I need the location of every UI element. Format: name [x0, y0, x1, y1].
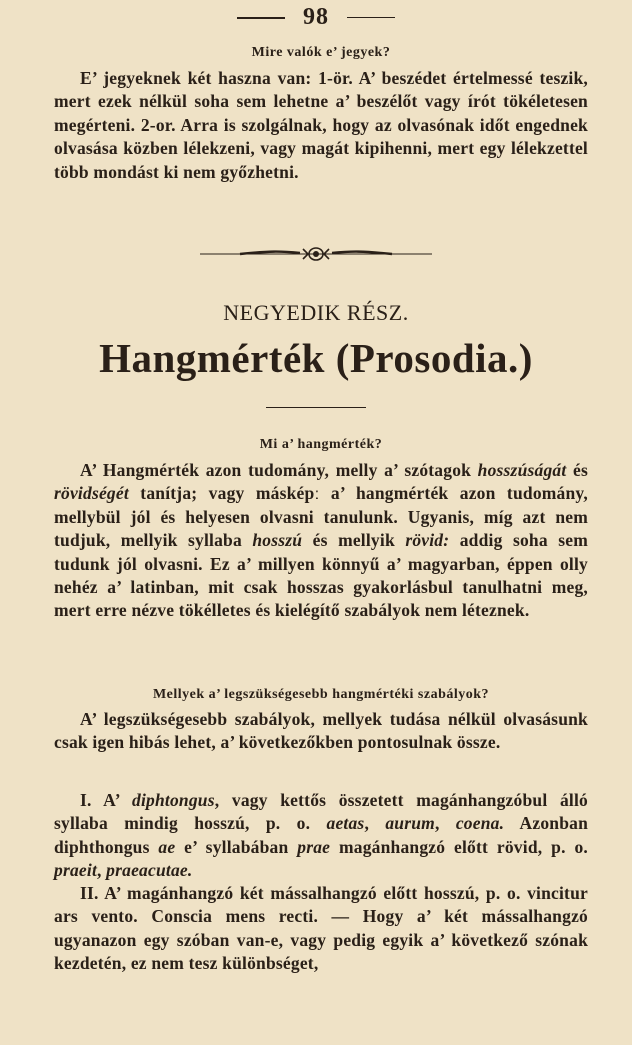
page-number: 98 [303, 4, 329, 30]
ornament-divider [200, 242, 432, 266]
italic-term: hosszú [252, 530, 303, 551]
text-run: , vagy kettős összetett magánhangzóbul álló syllaba mindig hosszú, p. o. [54, 790, 588, 834]
main-title: Hangmérték (Prosodia.) [99, 335, 533, 381]
header-rule-left [237, 17, 285, 19]
header-rule-right [347, 17, 395, 18]
text-run: I. A’ [80, 790, 133, 810]
text-run: , [97, 860, 107, 881]
rule-two-paragraph [54, 882, 588, 976]
text-run: e’ syllabában [175, 836, 298, 857]
text-run: , [434, 813, 456, 834]
rule-two [54, 882, 588, 976]
text-run: és [566, 460, 588, 480]
part-title: NEGYEDIK RÉSZ. [223, 300, 409, 325]
section2-paragraph [54, 459, 588, 623]
text-run: E’ jegyeknek két haszna van: 1-ör. A’ beszédet értelmessé teszik, mert ezek nélkül soha sem lehetne a’ beszélőt vagy írót tökéletesen megérteni. 2-or. Arra is szolgálnak, hogy az olvasónak időt engednek olvasása közben lélekzeni, vagy magát kipihenni, mert egy lélekzettel több mondást ki nem győzhetni. [54, 68, 588, 182]
section3-answer [54, 708, 588, 755]
text-run: A’ legszükségesebb szabályok, mellyek tudása nélkül olvasásunk csak igen hibás lehet, a’ következőkben pontosulnak össze. [54, 709, 588, 753]
text-run: addig soha sem tudunk jól olvasni. Ez a’ millyen könnyű a’ magyarban, éppen olly nehéz a’ latinban, mit csak hosszas gyakorlásbul tanulhatni meg, mert erre nézve tökélletes és kielégítő szabályok nem léteznek. [54, 530, 588, 621]
section3-paragraph [54, 708, 588, 755]
text-run: magánhangzó előtt rövid, p. o. [330, 836, 589, 857]
italic-term: hosszúságát [477, 460, 567, 480]
text-run: A’ Hangmérték azon tudomány, melly a’ szótagok [80, 460, 478, 480]
rule-one-paragraph [54, 789, 588, 883]
text-run: tanítja; vagy másképː a’ hangmérték azon tudomány, mellybül jól és helyesen olvasni tanulunk. Ugyanis, míg azt nem tudjuk, mellyik syllaba [54, 483, 588, 551]
text-run: II. A’ magánhangzó két mássalhangzó előtt hosszú, p. o. vincitur ars vento. Conscia mens recti. — Hogy a’ két mássalhangzó ugyanazon egy szóban van-e, vagy pedig egyik a’ következő szónak kezdetén, ez nem tesz különbséget, [54, 883, 588, 974]
italic-term: prae [297, 836, 331, 857]
italic-term: praeacutae. [106, 860, 193, 881]
italic-term: rövidségét [54, 483, 129, 504]
rule-one [54, 789, 588, 883]
section3-question: Mellyek a’ legszükségesebb hangmértéki szabályok? [152, 687, 490, 702]
section1-paragraph [54, 67, 588, 184]
text-run: Azonban diphthongus [54, 813, 589, 857]
italic-term: praeit [54, 860, 98, 881]
page-header [0, 4, 632, 31]
italic-term: aurum [385, 813, 435, 834]
section1-answer [54, 67, 588, 184]
italic-term: ae [158, 836, 176, 857]
italic-term: diphtongus [132, 790, 215, 810]
section2-answer [54, 459, 588, 623]
text-run: és mellyik [302, 530, 406, 551]
italic-term: coena. [455, 813, 505, 834]
italic-term: aetas [326, 813, 365, 834]
section2-question: Mi a’ hangmérték? [259, 437, 383, 452]
text-run: , [364, 813, 386, 834]
section1-question: Mire valók e’ jegyek? [251, 45, 391, 60]
title-rule [266, 407, 366, 408]
italic-term: rövid: [405, 530, 450, 551]
